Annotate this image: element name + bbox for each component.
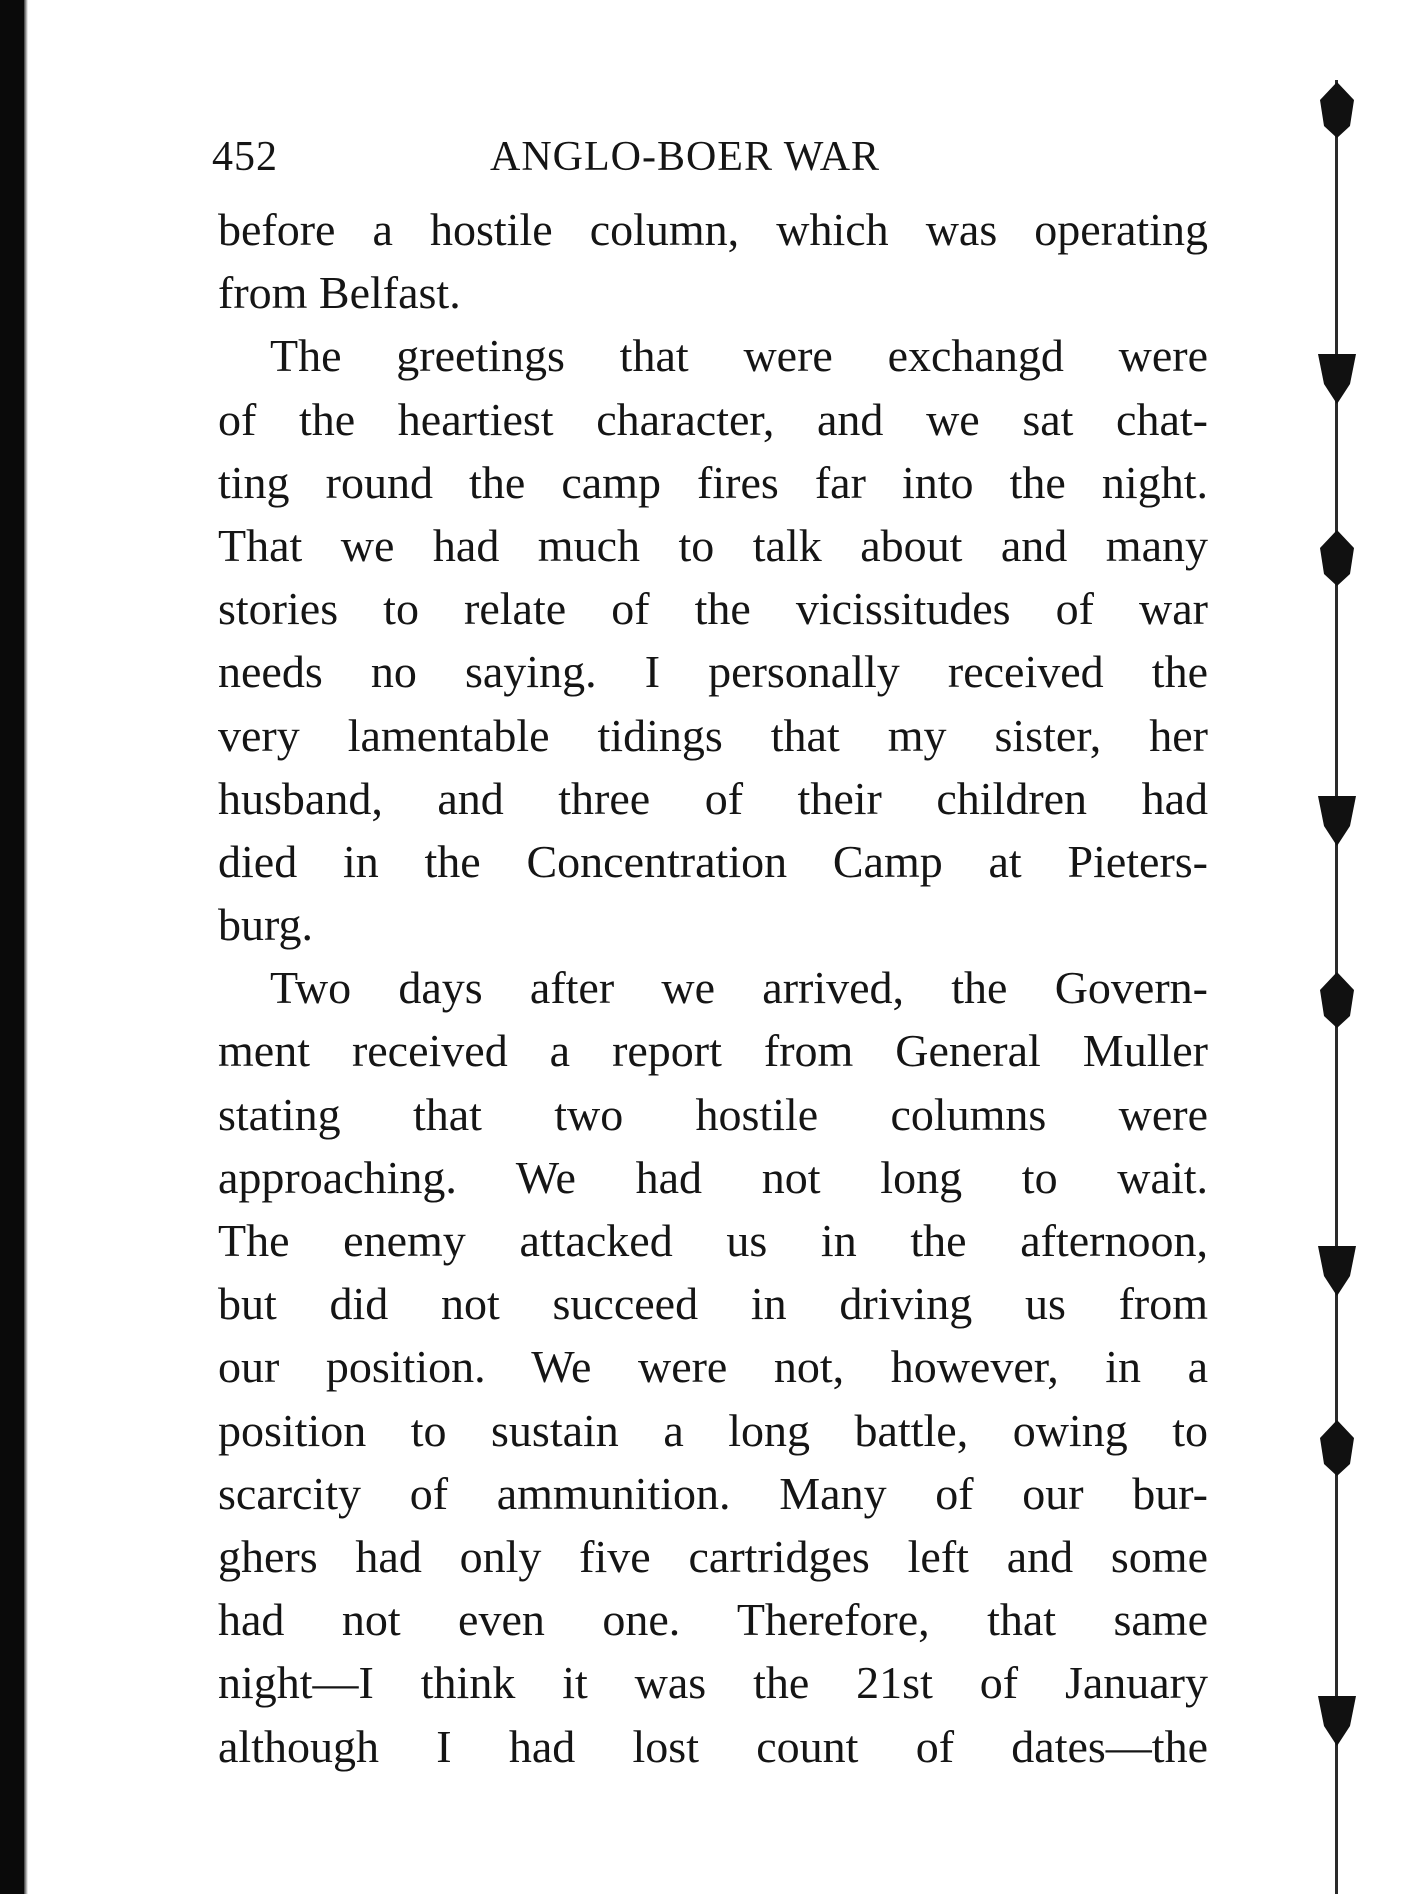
text-line: scarcity of ammunition. Many of our bur- — [218, 1467, 1208, 1519]
text-line: ting round the camp fires far into the night. — [218, 456, 1208, 508]
text-line: husband, and three of their children had — [218, 772, 1208, 824]
book-edge-mark-icon — [1316, 530, 1358, 586]
text-line: died in the Concentration Camp at Pieters- — [218, 835, 1208, 887]
book-edge-mark-icon — [1316, 82, 1358, 138]
text-line: approaching. We had not long to wait. — [218, 1151, 1208, 1203]
text-line: had not even one. Therefore, that same — [218, 1594, 1208, 1646]
text-line: stories to relate of the vicissitudes of war — [218, 583, 1208, 635]
text-line: ghers had only five cartridges left and some — [218, 1530, 1208, 1582]
book-edge-mark-icon — [1316, 1690, 1358, 1746]
book-edge-mark-icon — [1316, 790, 1358, 846]
binding-shadow — [24, 0, 28, 1894]
text-line: of the heartiest character, and we sat chat- — [218, 393, 1208, 445]
text-line: position to sustain a long battle, owing to — [218, 1404, 1208, 1456]
body-text — [218, 198, 1208, 1778]
text-line: The greetings that were exchangd were — [270, 330, 1208, 382]
running-title: ANGLO-BOER WAR — [490, 134, 881, 180]
page-number: 452 — [212, 134, 278, 180]
book-edge-mark-icon — [1316, 348, 1358, 404]
text-line: That we had much to talk about and many — [218, 519, 1208, 571]
text-line: stating that two hostile columns were — [218, 1088, 1208, 1140]
text-line: ment received a report from General Muller — [218, 1025, 1208, 1077]
running-head — [212, 132, 992, 182]
text-line: but did not succeed in driving us from — [218, 1278, 1208, 1330]
text-line: night—I think it was the 21st of January — [218, 1657, 1208, 1709]
text-line: from Belfast. — [218, 267, 461, 319]
binding-edge — [0, 0, 24, 1894]
text-line: Two days after we arrived, the Govern- — [270, 962, 1208, 1014]
book-edge-mark-icon — [1316, 1240, 1358, 1296]
text-line: although I had lost count of dates—the — [218, 1720, 1208, 1772]
text-line: our position. We were not, however, in a — [218, 1341, 1208, 1393]
text-line: very lamentable tidings that my sister, her — [218, 709, 1208, 761]
text-line: burg. — [218, 899, 313, 951]
book-edge-mark-icon — [1316, 972, 1358, 1028]
text-line: The enemy attacked us in the afternoon, — [218, 1215, 1208, 1266]
text-line: before a hostile column, which was operating — [218, 204, 1208, 255]
text-line: needs no saying. I personally received the — [218, 646, 1208, 698]
book-edge-mark-icon — [1316, 1420, 1358, 1476]
